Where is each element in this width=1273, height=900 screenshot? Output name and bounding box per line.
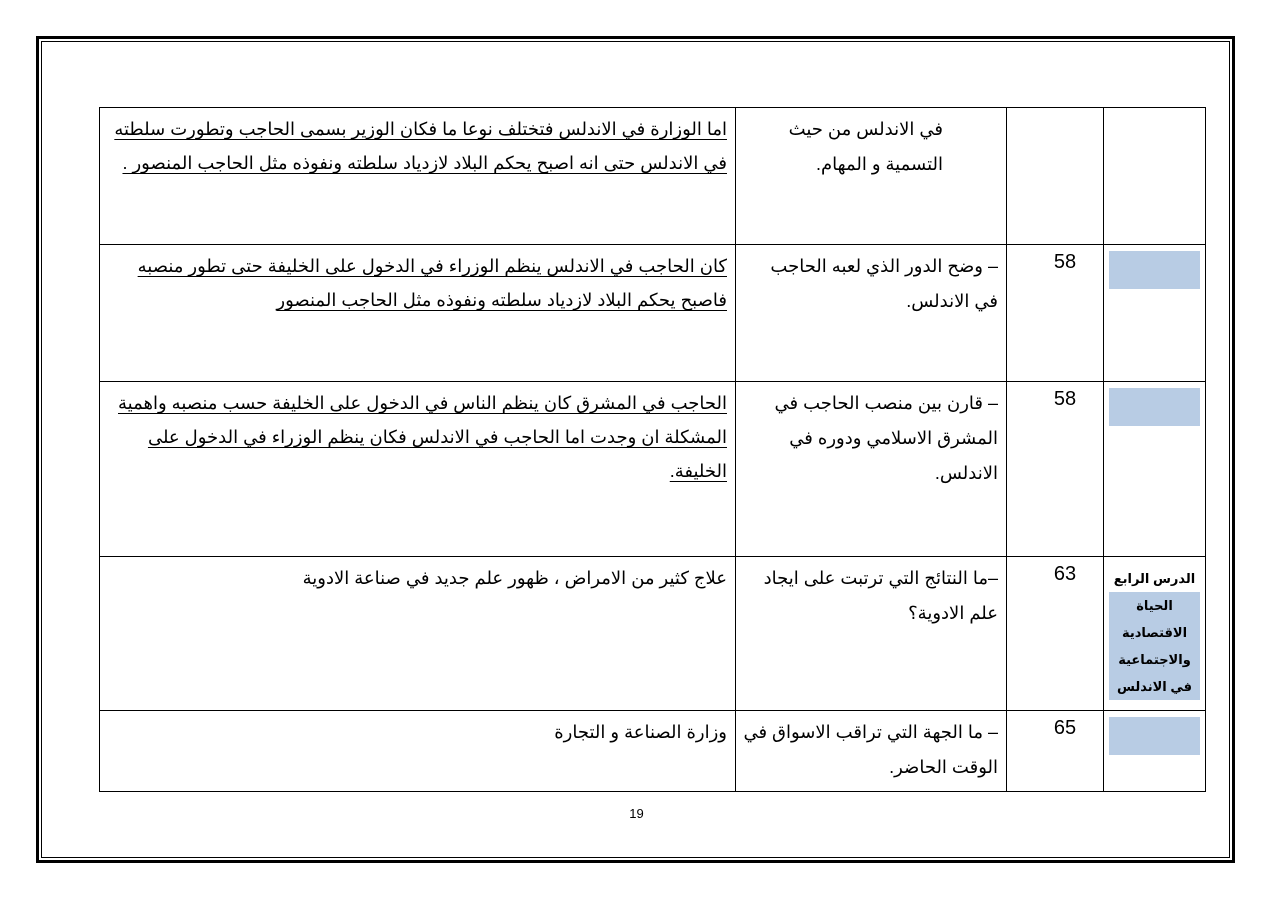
- lesson-highlight: [1109, 251, 1200, 289]
- table-row: [100, 108, 1206, 245]
- page-ref-cell: [1007, 557, 1104, 711]
- lesson-title: الحياة الاقتصادية والاجتماعية في الاندلس: [1109, 592, 1200, 700]
- lesson-highlight: [1109, 388, 1200, 426]
- table-row: [100, 557, 1206, 711]
- question-text: – قارن بين منصب الحاجب في المشرق الاسلامي ودوره في الاندلس.: [774, 393, 998, 483]
- question-text: – وضح الدور الذي لعبه الحاجب في الاندلس.: [770, 256, 998, 311]
- page-ref-cell: [1007, 711, 1104, 792]
- answer-cell: [100, 108, 736, 245]
- page-ref-number: 65: [1053, 717, 1077, 739]
- page-number: 19: [629, 806, 644, 821]
- page-ref-cell: [1007, 382, 1104, 557]
- question-cell: [736, 711, 1007, 792]
- question-cell: [736, 108, 1007, 245]
- answer-cell: [100, 557, 736, 711]
- lesson-number: الدرس الرابع: [1113, 571, 1196, 586]
- answer-text: اما الوزارة في الاندلس فتختلف نوعا ما فكان الوزير بسمى الحاجب وتطورت سلطته في الاندلس حتى انه اصبح يحكم البلاد لازدياد سلطته ونفوذه مثل الحاجب المنصور .: [114, 119, 727, 173]
- answer-text: كان الحاجب في الاندلس ينظم الوزراء في الدخول على الخليفة حتى تطور منصبه فاصبح يحكم البلاد لازدياد سلطته ونفوذه مثل الحاجب المنصور: [137, 256, 727, 310]
- question-text: في الاندلس من حيث التسمية و المهام.: [788, 119, 943, 174]
- question-cell: [736, 382, 1007, 557]
- table-row: [100, 245, 1206, 382]
- answer-text: وزارة الصناعة و التجارة: [554, 722, 727, 742]
- page-ref-number: 63: [1053, 563, 1077, 585]
- answer-cell: [100, 382, 736, 557]
- lesson-highlight: [1109, 717, 1200, 755]
- question-text: –ما النتائج التي ترتبت على ايجاد علم الادوية؟: [763, 568, 998, 623]
- answer-cell: [100, 711, 736, 792]
- page-ref-cell: [1007, 245, 1104, 382]
- question-cell: [736, 557, 1007, 711]
- lesson-cell: [1104, 557, 1206, 711]
- lesson-label-box: [1104, 557, 1205, 700]
- lesson-cell: [1104, 245, 1206, 382]
- answer-text: الحاجب في المشرق كان ينظم الناس في الدخول على الخليفة حسب منصبه واهمية المشكلة ان وجدت اما الحاجب في الاندلس فكان ينظم الوزراء في الدخول على الخليفة.: [118, 393, 727, 481]
- answer-cell: [100, 245, 736, 382]
- table-row: [100, 382, 1206, 557]
- lesson-table: [99, 107, 1206, 792]
- question-text: – ما الجهة التي تراقب الاسواق في الوقت الحاضر.: [743, 722, 998, 777]
- lesson-cell: [1104, 711, 1206, 792]
- lesson-cell: [1104, 382, 1206, 557]
- lesson-cell: [1104, 108, 1206, 245]
- page-ref-number: 58: [1053, 388, 1077, 410]
- question-cell: [736, 245, 1007, 382]
- page-ref-number: 58: [1053, 251, 1077, 273]
- table-row: [100, 711, 1206, 792]
- answer-text: علاج كثير من الامراض ، ظهور علم جديد في صناعة الادوية: [302, 568, 727, 588]
- page-ref-cell: [1007, 108, 1104, 245]
